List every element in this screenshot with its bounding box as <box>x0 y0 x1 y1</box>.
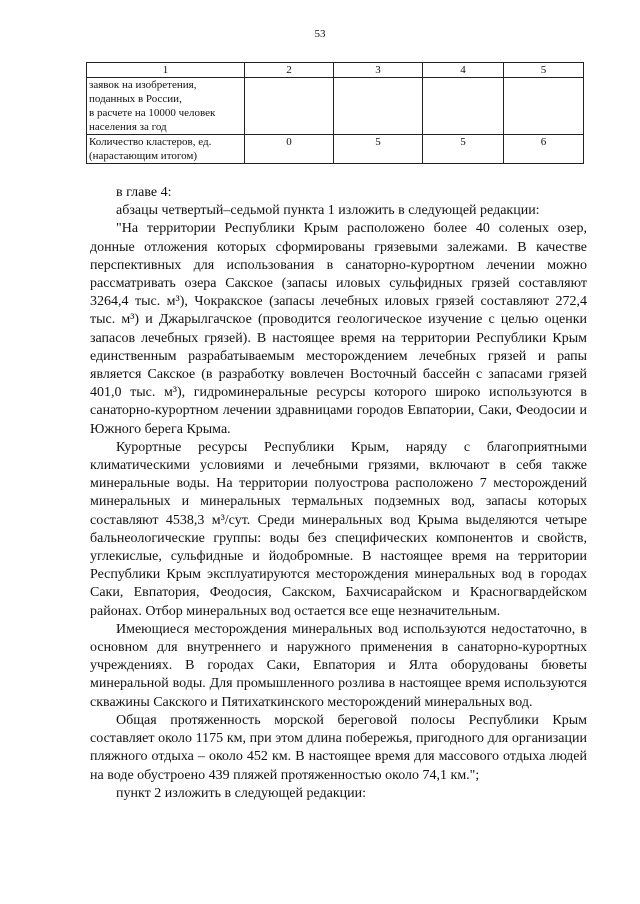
table-header-cell: 3 <box>334 63 423 78</box>
table-cell: 5 <box>334 135 423 164</box>
table-cell: 6 <box>504 135 584 164</box>
paragraph-mud-resources: "На территории Республики Крым расположено более 40 соленых озер, донные отложения которых сформированы грязевыми залежами. В качестве перспективных для использования в санаторно-курортном лечении можно рассматривать озера Сакское (запасы иловых сульфидных грязей составляют 3264,4 тыс. м³), Чокракское (запасы лечебных иловых грязей составляют 272,4 тыс. м³) и Джарылгачское (проводится геологическое изучение с целью оценки запасов лечебных грязей). В настоящее время на территории Республики Крым единственным разрабатываемым месторождением лечебных грязей и рапы является Сакское (в разработку вовлечен Восточный бассейн с запасами грязей 401,0 тыс. м³), гидроминеральные ресурсы которого широко используются в санаторно-курортном лечении здравницами городов Евпатории, Саки, Феодосии и Южного берега Крыма. <box>90 221 587 437</box>
paragraph-deposits-usage: Имеющиеся месторождения минеральных вод используются недостаточно, в основном для внутреннего и наружного применения в санаторно-курортных учреждениях. В городах Саки, Евпатория и Ялта оборудованы бюветы минеральной воды. Для промышленного розлива в настоящее время используются скважины Сакского и Пятихаткинского месторождений минеральных вод. <box>90 621 587 710</box>
table-cell: 5 <box>423 135 504 164</box>
document-body <box>90 184 587 803</box>
paragraph-coastline: Общая протяженность морской береговой полосы Республики Крым составляет около 1175 км, при этом длина побережья, пригодного для организации пляжного отдыха – около 452 км. В настоящее время для массового отдыха людей на воде обустроено 439 пляжей протяженностью около 74,1 км."; <box>90 712 587 783</box>
row-label <box>87 135 245 164</box>
paragraph-mineral-waters: Курортные ресурсы Республики Крым, наряду с благоприятными климатическими условиями и лечебными грязями, включают в себя также минеральные воды. На территории полуострова расположено 7 месторождений минеральных и минеральных термальных подземных вод, запасы которых составляют 4538,3 м³/сут. Среди минеральных вод Крыма выделяются четыре бальнеологические группы: воды без специфических компонентов и свойств, углекислые, сульфидные и йодобромные. В настоящее время на территории Республики Крым эксплуатируются месторождения минеральных вод в городах Саки, Евпатория, Феодосия, Сакском, Бахчисарайском и Красногвардейском районах. Отбор минеральных вод остается все еще незначительным. <box>90 439 587 619</box>
table-header-cell: 5 <box>504 63 584 78</box>
table-cell <box>334 78 423 135</box>
table-cell <box>423 78 504 135</box>
table-header-cell: 4 <box>423 63 504 78</box>
indicator-table <box>86 62 584 164</box>
paragraph-instruction-2: пункт 2 изложить в следующей редакции: <box>116 785 366 801</box>
table-header-cell: 1 <box>87 63 245 78</box>
row-label-line: в расчете на 10000 человек <box>89 107 216 119</box>
table-header-row <box>87 63 584 78</box>
table-cell <box>245 78 334 135</box>
row-label-line: заявок на изобретения, <box>89 79 197 91</box>
table-header-cell: 2 <box>245 63 334 78</box>
row-label-line: Количество кластеров, ед. <box>89 136 212 148</box>
table-row <box>87 135 584 164</box>
row-label-line: (нарастающим итогом) <box>89 150 198 162</box>
table-cell: 0 <box>245 135 334 164</box>
row-label-line: населения за год <box>89 121 167 133</box>
paragraph-chapter-ref: в главе 4: <box>116 185 172 200</box>
row-label-line: поданных в России, <box>89 93 182 105</box>
page-number: 53 <box>314 28 326 40</box>
table-cell <box>504 78 584 135</box>
paragraph-instruction: абзацы четвертый–седьмой пункта 1 изложить в следующей редакции: <box>116 203 540 219</box>
table-row <box>87 78 584 135</box>
row-label <box>87 78 245 135</box>
